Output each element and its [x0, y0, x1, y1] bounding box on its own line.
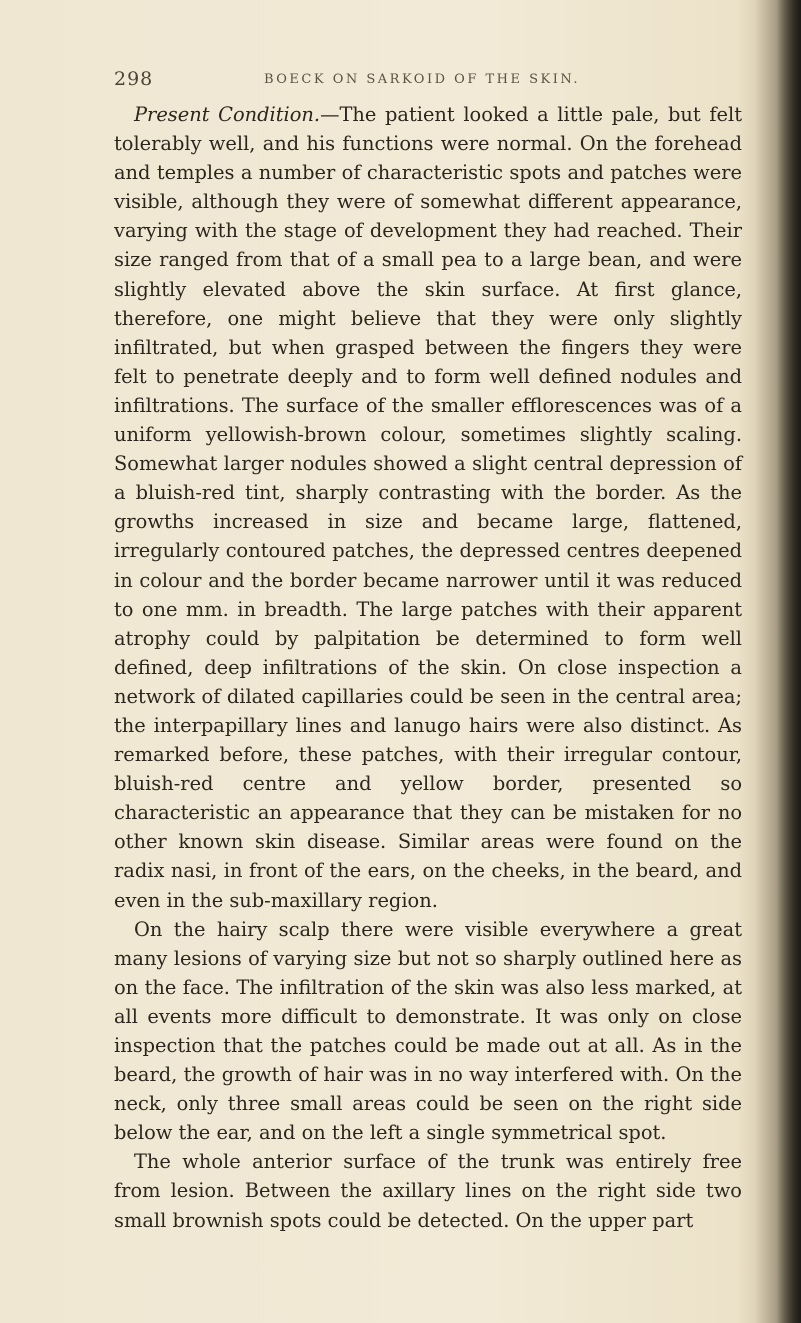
section-heading: Present Condition.	[134, 103, 321, 126]
page-number: 298	[114, 68, 154, 90]
paragraph-scalp: On the hairy scalp there were visible everywhere a great many lesions of varying size but not so sharply outlined here as on the face. The infiltration of the skin was also less marked, at all events more difficult to demonstrate. It was only on close inspection that the patches could be made out at all. As in the beard, the growth of hair was in no way interfered with. On the neck, only three small areas could be seen on the right side below the ear, and on the left a single symmetrical spot.	[114, 917, 742, 1145]
paragraph-trunk: The whole anterior surface of the trunk was entirely free from lesion. Between the axillary lines on the right side two small brownish spots could be detected. On the upper part	[114, 1150, 742, 1232]
page-header	[114, 68, 744, 92]
running-title: BOECK ON SARKOID OF THE SKIN.	[263, 72, 581, 87]
page-edge-shadow	[755, 0, 801, 1323]
paragraph-text: —The patient looked a little pale, but felt tolerably well, and his functions were normal. On the forehead and temples a number of characteristic spots and patches were visible, although they were of somewhat different appearance, varying with the stage of development they had reached. Their size ranged from that of a small pea to a large bean, and were slightly elevated above the skin surface. At first glance, therefore, one might believe that they were only slightly infiltrated, but when grasped between the fingers they were felt to penetrate deeply and to form well defined nodules and infiltrations. The surface of the smaller efflorescences was of a uniform yellowish-brown colour, sometimes slightly scaling. Somewhat larger nodules showed a slight central depression of a bluish-red tint, sharply contrasting with the border. As the growths increased in size and became large, flattened, irregularly contoured patches, the depressed centres deepened in colour and the border became narrower until it was reduced to one mm. in breadth. The large patches with their apparent atrophy could by palpitation be determined to form well defined, deep infiltrations of the skin. On close inspection a network of dilated capillaries could be seen in the central area; the interpapillary lines and lanugo hairs were also distinct. As remarked before, these patches, with their irregular contour, bluish-red centre and yellow border, presented so characteristic an appearance that they can be mistaken for no other known skin disease. Similar areas were found on the radix nasi, in front of the ears, on the cheeks, in the beard, and even in the sub-maxillary region.	[114, 103, 742, 912]
body-text	[114, 100, 742, 1235]
paragraph-present-condition	[114, 100, 742, 915]
